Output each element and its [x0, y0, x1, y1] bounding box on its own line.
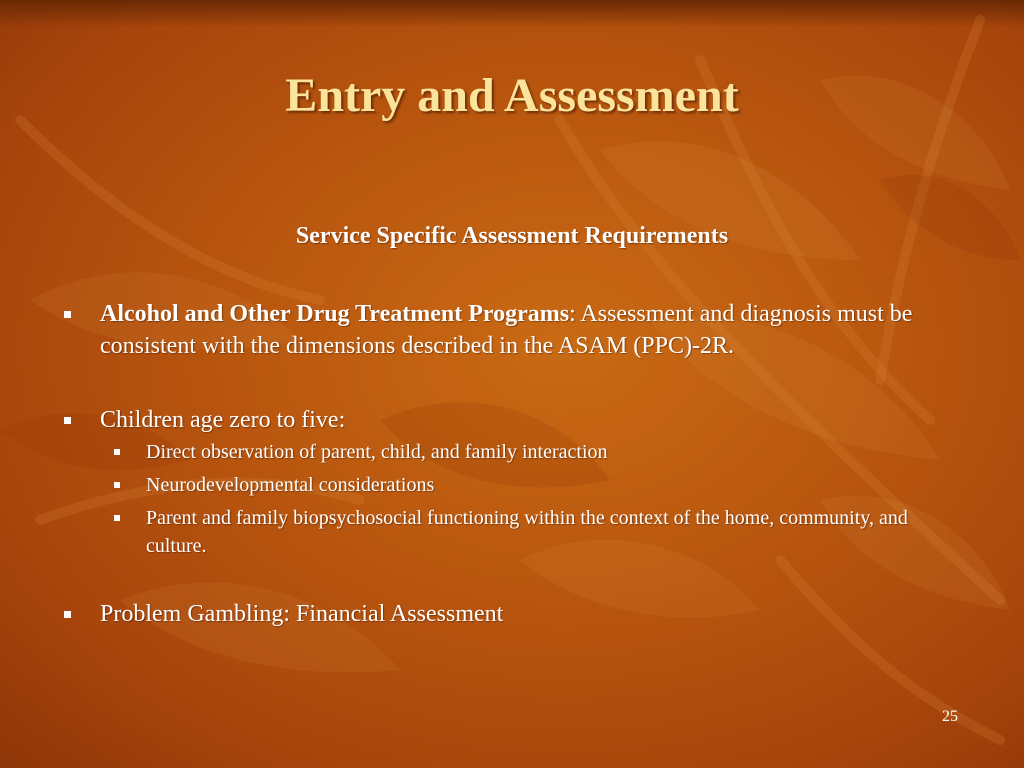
square-bullet-icon [114, 482, 120, 488]
slide-subtitle: Service Specific Assessment Requirements [295, 223, 729, 249]
bullet-bold-label: Alcohol and Other Drug Treatment Programs [100, 301, 570, 327]
square-bullet-icon [64, 417, 71, 424]
sub-bullet-list [100, 438, 962, 560]
bullet-item-children [62, 404, 962, 560]
sub-bullet-item [100, 471, 962, 499]
square-bullet-icon [114, 515, 120, 521]
bullet-text: Children age zero to five: [100, 407, 346, 433]
bullet-text: : Assessment and diagnosis must be consistent with the dimensions described in the ASAM (PPC)-2R. [100, 301, 913, 359]
bullet-item-gambling [62, 598, 962, 630]
slide-title: Entry and Assessment [285, 69, 739, 122]
page-number: 25 [942, 708, 958, 725]
bullet-text: Problem Gambling: Financial Assessment [100, 601, 504, 627]
square-bullet-icon [114, 449, 120, 455]
sub-bullet-text: Neurodevelopmental considerations [146, 474, 435, 496]
bullet-list [62, 298, 962, 630]
square-bullet-icon [64, 611, 71, 618]
sub-bullet-text: Direct observation of parent, child, and family interaction [146, 441, 608, 463]
square-bullet-icon [64, 311, 71, 318]
sub-bullet-item [100, 504, 962, 560]
bullet-item-aod [62, 298, 962, 362]
sub-bullet-text: Parent and family biopsychosocial functioning within the context of the home, community, and culture. [146, 507, 908, 557]
sub-bullet-item [100, 438, 962, 466]
